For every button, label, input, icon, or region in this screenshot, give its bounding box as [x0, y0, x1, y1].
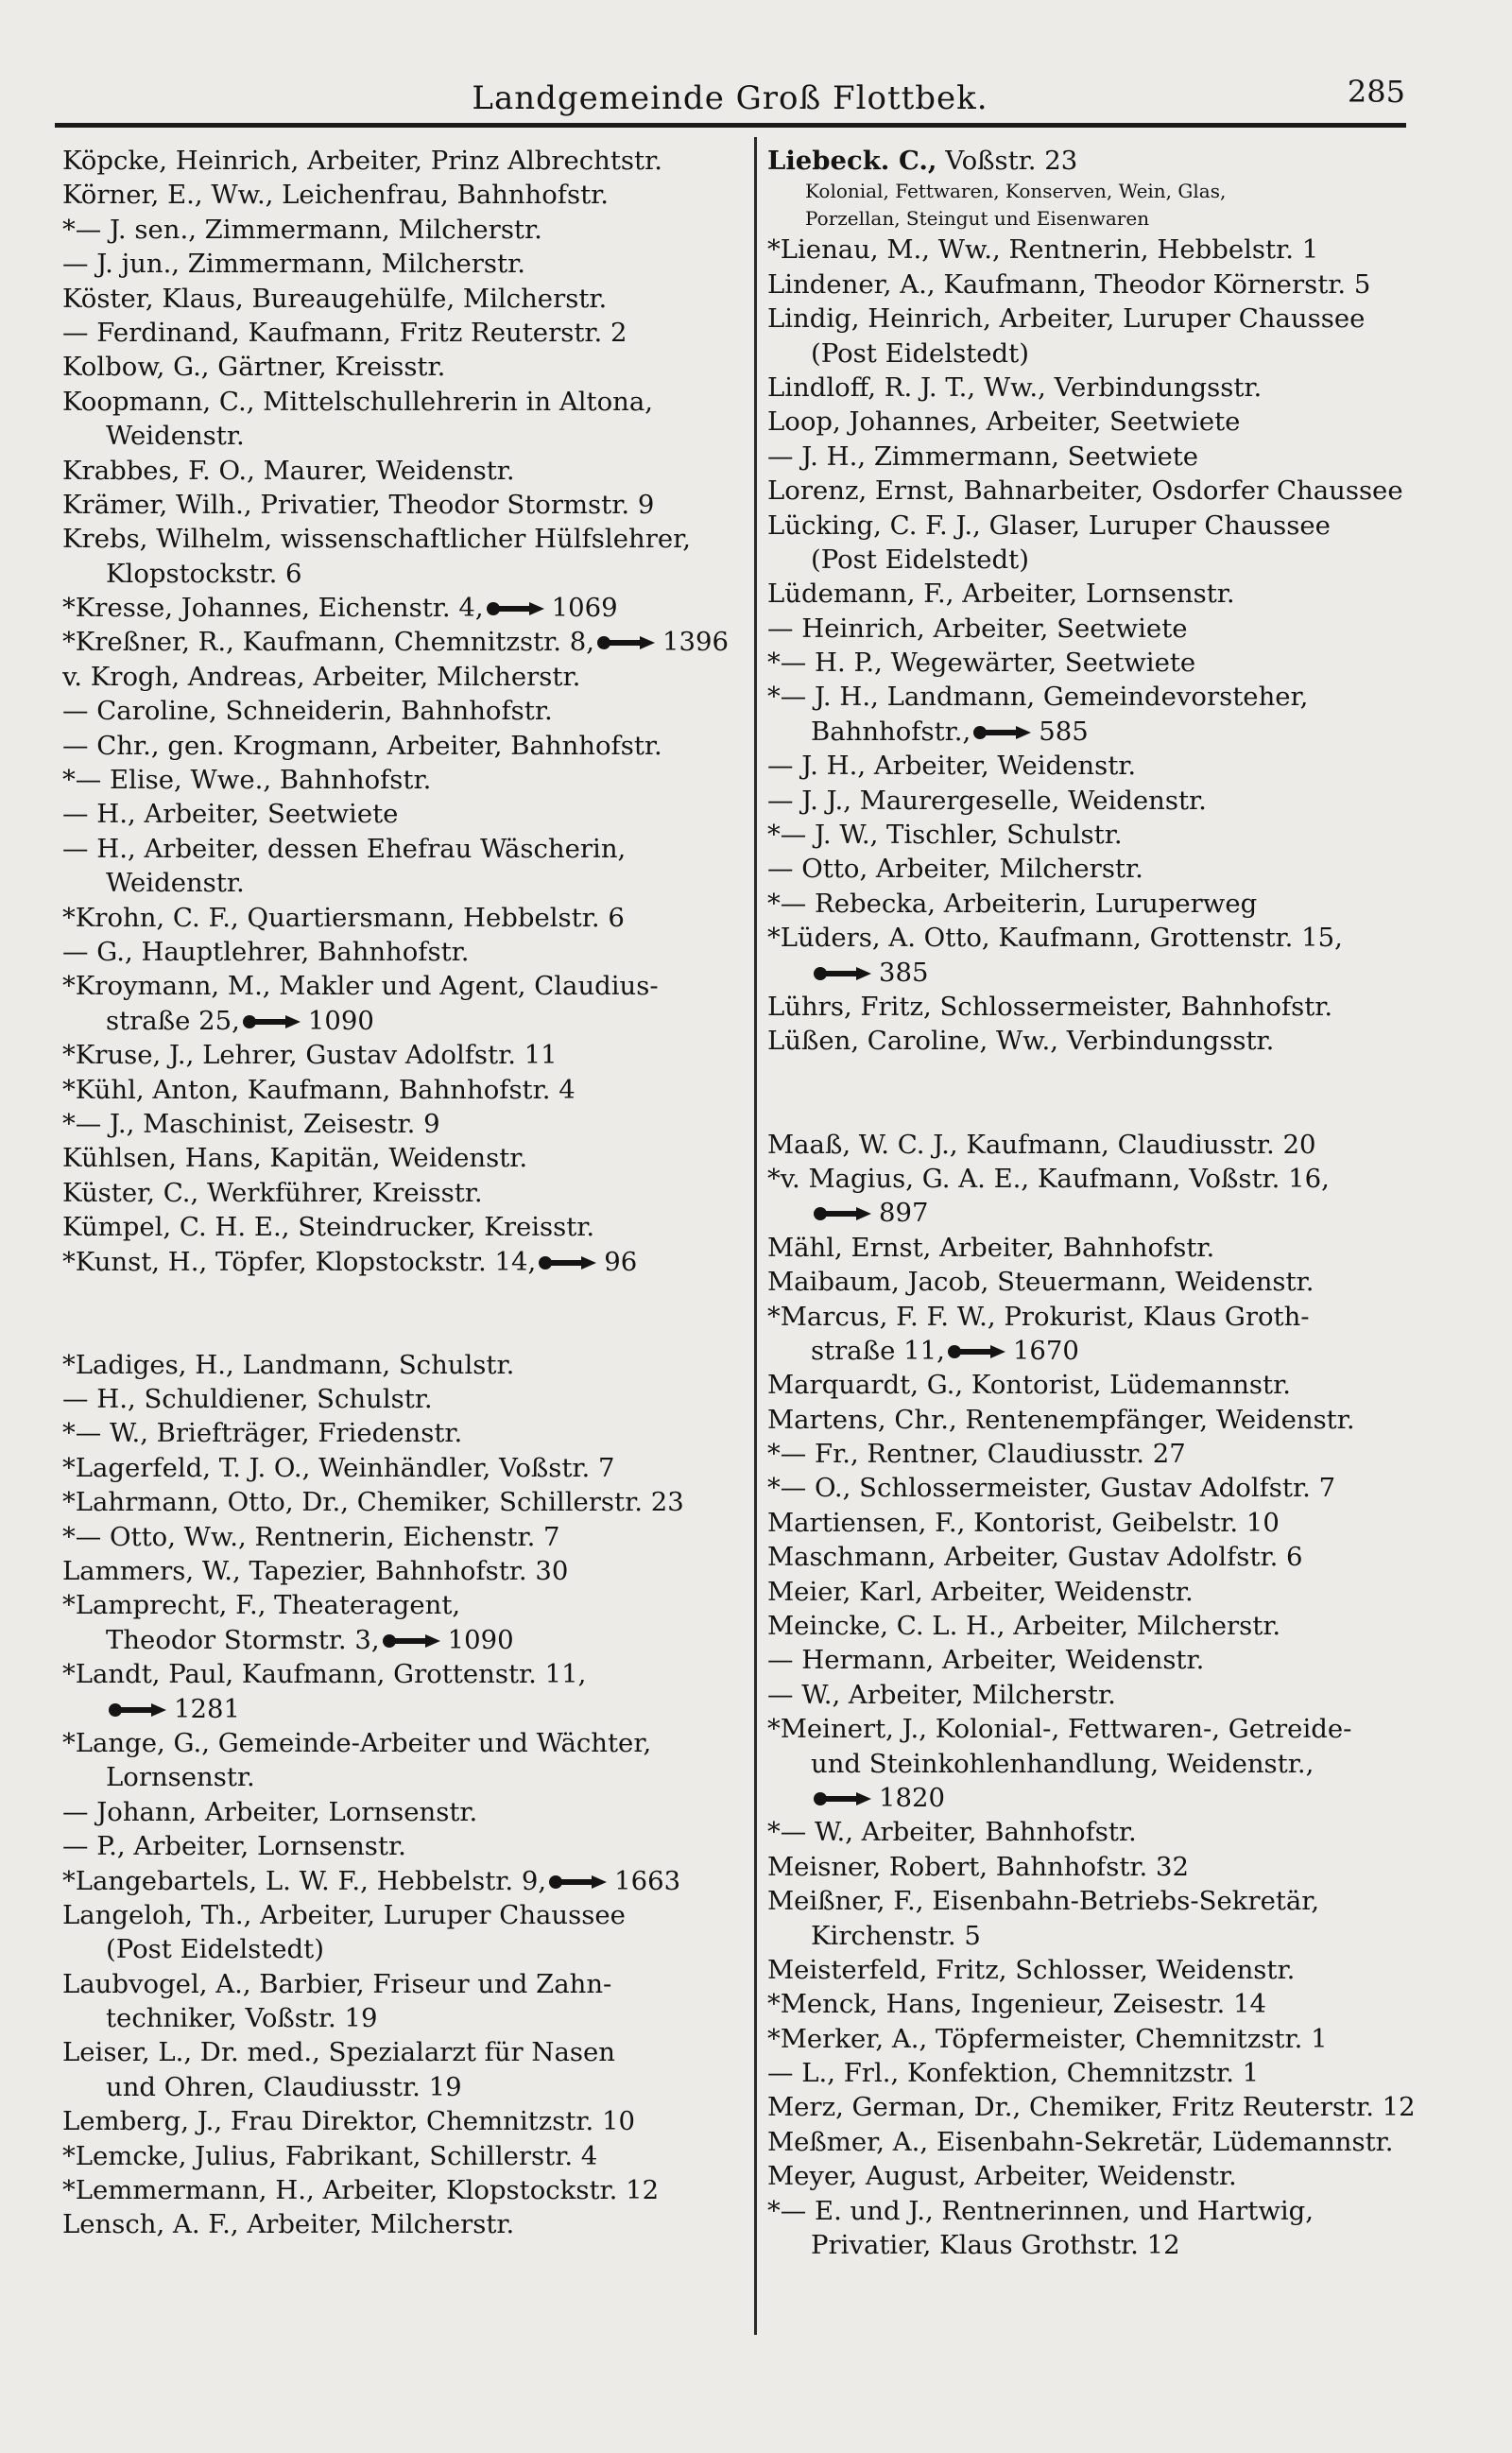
- entry-text: *Kresse, Johannes, Eichenstr. 4,: [62, 593, 484, 624]
- directory-entry: [62, 729, 743, 763]
- entry-text: Lensch, A. F., Arbeiter, Milcherstr.: [62, 2209, 515, 2240]
- entry-text: v. Krogh, Andreas, Arbeiter, Milcherstr.: [62, 661, 581, 692]
- entry-text: *Marcus, F. F. W., Prokurist, Klaus Groth-: [767, 1301, 1310, 1332]
- directory-entry: [62, 454, 743, 488]
- directory-entry: [767, 1643, 1419, 1677]
- directory-entry: [62, 1382, 743, 1416]
- entry-text: *Krohn, C. F., Quartiersmann, Hebbelstr. 6: [62, 902, 625, 933]
- entry-text: Kolonial, Fettwaren, Konserven, Wein, Glas,: [805, 180, 1227, 203]
- entry-text: Marquardt, G., Kontorist, Lüdemannstr.: [767, 1370, 1291, 1401]
- entry-text: *Lamprecht, F., Theateragent,: [62, 1590, 461, 1621]
- directory-entry: [62, 522, 743, 556]
- section-gap: [62, 1279, 743, 1313]
- directory-entry: [62, 1416, 743, 1450]
- entry-text: Langeloh, Th., Arbeiter, Luruper Chaussee: [62, 1899, 626, 1930]
- entry-text: Martiensen, F., Kontorist, Geibelstr. 10: [767, 1507, 1280, 1538]
- directory-entry: [767, 2090, 1419, 2124]
- entry-text: Kümpel, C. H. E., Steindrucker, Kreisstr.: [62, 1212, 595, 1243]
- entry-text: — Johann, Arbeiter, Lornsenstr.: [62, 1796, 478, 1827]
- directory-entry: [62, 1623, 743, 1657]
- directory-entry: [767, 1437, 1419, 1471]
- entry-text: Meisner, Robert, Bahnhofstr. 32: [767, 1851, 1189, 1882]
- entry-text: *Kreßner, R., Kaufmann, Chemnitzstr. 8,: [62, 627, 594, 658]
- telephone-icon: [382, 1632, 444, 1650]
- directory-entry: [767, 1162, 1419, 1196]
- entry-text: Weidenstr.: [106, 421, 245, 452]
- entry-text: *— J., Maschinist, Zeisestr. 9: [62, 1108, 440, 1139]
- directory-entry: [62, 1692, 743, 1726]
- telephone-number: 1069: [551, 593, 618, 624]
- directory-entry: [62, 1554, 743, 1588]
- directory-entry: [62, 1451, 743, 1485]
- directory-entry: [62, 797, 743, 831]
- entry-text: — H., Arbeiter, dessen Ehefrau Wäscherin,: [62, 833, 627, 864]
- entry-text: Kühlsen, Hans, Kapitän, Weidenstr.: [62, 1143, 528, 1174]
- directory-entry: [767, 749, 1419, 783]
- directory-entry: [767, 1781, 1419, 1815]
- directory-entry: [62, 144, 743, 178]
- entry-text: straße 11,: [811, 1335, 945, 1366]
- directory-entry: [767, 646, 1419, 680]
- entry-text: *Lemcke, Julius, Fabrikant, Schillerstr. 4: [62, 2140, 598, 2171]
- directory-entry: [62, 2139, 743, 2173]
- entry-text: *Kroymann, M., Makler und Agent, Claudius-: [62, 971, 659, 1002]
- directory-entry: [62, 2070, 743, 2104]
- entry-text: — Hermann, Arbeiter, Weidenstr.: [767, 1645, 1205, 1676]
- directory-entry: [62, 2104, 743, 2138]
- telephone-icon: [813, 1205, 875, 1222]
- entry-text: Merz, German, Dr., Chemiker, Fritz Reuterstr. 12: [767, 2092, 1416, 2123]
- directory-entry: [62, 1795, 743, 1829]
- directory-entry: [767, 405, 1419, 439]
- entry-text: — P., Arbeiter, Lornsenstr.: [62, 1831, 406, 1862]
- directory-entry: [62, 1107, 743, 1141]
- entry-text: *Menck, Hans, Ingenieur, Zeisestr. 14: [767, 1989, 1267, 2020]
- directory-entry: [62, 935, 743, 969]
- entry-text: Porzellan, Steingut und Eisenwaren: [805, 207, 1150, 231]
- entry-text: Laubvogel, A., Barbier, Friseur und Zahn-: [62, 1968, 612, 1999]
- directory-entry: [62, 1038, 743, 1072]
- directory-entry: [62, 2207, 743, 2241]
- directory-entry: [62, 247, 743, 281]
- directory-entry: [62, 1657, 743, 1691]
- directory-entry: [767, 818, 1419, 852]
- directory-entry: [62, 557, 743, 591]
- entry-text: *— W., Arbeiter, Bahnhofstr.: [767, 1817, 1137, 1848]
- entry-text: Mähl, Ernst, Arbeiter, Bahnhofstr.: [767, 1232, 1215, 1263]
- telephone-icon: [486, 600, 548, 617]
- entry-text: — Chr., gen. Krogmann, Arbeiter, Bahnhofstr.: [62, 730, 662, 761]
- directory-entry: [62, 350, 743, 384]
- entry-text: Lindener, A., Kaufmann, Theodor Körnerstr. 5: [767, 268, 1371, 300]
- entry-text: Meisterfeld, Fritz, Schlosser, Weidenstr.: [767, 1954, 1296, 1985]
- entry-text: *Lange, G., Gemeinde-Arbeiter und Wächter,: [62, 1727, 652, 1758]
- entry-text: Kirchenstr. 5: [811, 1920, 981, 1951]
- telephone-number: 385: [879, 957, 929, 988]
- directory-entry: [767, 543, 1419, 577]
- entry-text: Liebeck. C., Voßstr. 23: [767, 146, 1078, 176]
- directory-entry: [767, 268, 1419, 302]
- directory-entry: [767, 1540, 1419, 1574]
- entry-description: [767, 205, 1419, 233]
- entry-text: *Landt, Paul, Kaufmann, Grottenstr. 11,: [62, 1659, 587, 1690]
- directory-entry: [767, 1815, 1419, 1849]
- entry-text: Lührs, Fritz, Schlossermeister, Bahnhofstr.: [767, 991, 1333, 1022]
- directory-entry: [62, 1898, 743, 1932]
- entry-text: Köster, Klaus, Bureaugehülfe, Milcherstr.: [62, 283, 608, 314]
- entry-text: techniker, Voßstr. 19: [106, 2003, 378, 2034]
- directory-entry: [62, 2173, 743, 2207]
- telephone-icon: [813, 1790, 875, 1807]
- entry-description: [767, 178, 1419, 205]
- directory-entry: [767, 1196, 1419, 1230]
- telephone-number: 96: [604, 1246, 638, 1277]
- entry-text: Leiser, L., Dr. med., Spezialarzt für Nasen: [62, 2037, 615, 2068]
- page-number: 285: [1347, 74, 1405, 110]
- entry-text: Koopmann, C., Mittelschullehrerin in Altona,: [62, 386, 653, 417]
- entry-text: *Ladiges, H., Landmann, Schulstr.: [62, 1349, 515, 1380]
- entry-text: *— J. H., Landmann, Gemeindevorsteher,: [767, 682, 1309, 713]
- entry-text: (Post Eidelstedt): [811, 337, 1029, 369]
- entry-text: *— O., Schlossermeister, Gustav Adolfstr. 7: [767, 1473, 1336, 1504]
- directory-entry: [62, 694, 743, 728]
- directory-entry: [62, 1520, 743, 1554]
- running-title: Landgemeinde Groß Flottbek.: [472, 79, 988, 117]
- directory-entry: [62, 866, 743, 900]
- entry-text: *Meinert, J., Kolonial-, Fettwaren-, Getreide-: [767, 1714, 1352, 1745]
- directory-entry: [767, 440, 1419, 474]
- section-gap: [767, 1093, 1419, 1127]
- entry-text: — L., Frl., Konfektion, Chemnitzstr. 1: [767, 2058, 1260, 2089]
- directory-entry: [62, 1176, 743, 1210]
- directory-entry: [767, 1368, 1419, 1402]
- entry-text: Lüdemann, F., Arbeiter, Lornsenstr.: [767, 579, 1235, 610]
- directory-entry: [767, 887, 1419, 921]
- directory-entry: [767, 2159, 1419, 2193]
- entry-text: Loop, Johannes, Arbeiter, Seetwiete: [767, 406, 1241, 438]
- entry-text: *Lemmermann, H., Arbeiter, Klopstockstr. 12: [62, 2175, 660, 2206]
- directory-entry: [62, 1760, 743, 1794]
- directory-entry: [767, 2056, 1419, 2090]
- directory-entry: [767, 577, 1419, 611]
- entry-text: Lorenz, Ernst, Bahnarbeiter, Osdorfer Chaussee: [767, 475, 1403, 507]
- section-gap: [767, 1059, 1419, 1093]
- entry-text: *— E. und J., Rentnerinnen, und Hartwig,: [767, 2195, 1314, 2226]
- telephone-icon: [108, 1702, 170, 1719]
- entry-text: *Kühl, Anton, Kaufmann, Bahnhofstr. 4: [62, 1074, 576, 1105]
- directory-entry: [62, 1932, 743, 1966]
- directory-entry: [767, 2228, 1419, 2262]
- directory-entry: [767, 680, 1419, 714]
- directory-entry: [62, 969, 743, 1003]
- entry-text: Martens, Chr., Rentenempfänger, Weidenstr.: [767, 1404, 1355, 1435]
- entry-text: — W., Arbeiter, Milcherstr.: [767, 1679, 1116, 1710]
- entry-text: Bahnhofstr.,: [811, 716, 971, 747]
- entry-text: (Post Eidelstedt): [811, 544, 1029, 575]
- entry-text: Köpcke, Heinrich, Arbeiter, Prinz Albrechtstr.: [62, 146, 662, 176]
- entry-text: *— Fr., Rentner, Claudiusstr. 27: [767, 1439, 1186, 1470]
- directory-entry: [767, 956, 1419, 990]
- entry-text: Kolbow, G., Gärtner, Kreisstr.: [62, 352, 446, 383]
- directory-entry: [767, 1850, 1419, 1884]
- directory-entry: [767, 474, 1419, 508]
- directory-entry: [767, 233, 1419, 267]
- entry-text: *Merker, A., Töpfermeister, Chemnitzstr. 1: [767, 2023, 1328, 2054]
- directory-entry: [62, 1004, 743, 1038]
- telephone-icon: [596, 634, 659, 651]
- entry-text: Meincke, C. L. H., Arbeiter, Milcherstr.: [767, 1611, 1281, 1642]
- directory-entry: [767, 1609, 1419, 1643]
- entry-text: und Ohren, Claudiusstr. 19: [106, 2071, 462, 2102]
- telephone-icon: [242, 1013, 304, 1030]
- directory-entry: [767, 1884, 1419, 1918]
- entry-text: Krämer, Wilh., Privatier, Theodor Stormstr. 9: [62, 489, 655, 520]
- directory-entry: [767, 371, 1419, 405]
- telephone-number: 1670: [1012, 1335, 1079, 1366]
- directory-entry: [767, 1919, 1419, 1953]
- entry-text: Theodor Stormstr. 3,: [106, 1624, 380, 1655]
- entry-text: Meier, Karl, Arbeiter, Weidenstr.: [767, 1576, 1194, 1607]
- entry-text: Meyer, August, Arbeiter, Weidenstr.: [767, 2161, 1237, 2192]
- directory-entry: [62, 488, 743, 522]
- entry-text: Krebs, Wilhelm, wissenschaftlicher Hülfslehrer,: [62, 524, 691, 555]
- entry-text: — J. J., Maurergeselle, Weidenstr.: [767, 785, 1207, 816]
- entry-text: *— W., Briefträger, Friedenstr.: [62, 1418, 463, 1449]
- directory-entry: [767, 1300, 1419, 1334]
- entry-text: *— J. sen., Zimmermann, Milcherstr.: [62, 214, 542, 245]
- directory-entry: [767, 337, 1419, 371]
- entry-text: Krabbes, F. O., Maurer, Weidenstr.: [62, 455, 515, 486]
- directory-entry: [767, 1712, 1419, 1746]
- entry-text: Lammers, W., Tapezier, Bahnhofstr. 30: [62, 1556, 569, 1587]
- left-column: [62, 144, 743, 2242]
- directory-entry: [767, 1471, 1419, 1505]
- directory-entry: [767, 1575, 1419, 1609]
- telephone-number: 1663: [614, 1865, 681, 1896]
- directory-entry: [62, 763, 743, 797]
- telephone-number: 1396: [662, 627, 729, 658]
- directory-entry: [767, 1024, 1419, 1058]
- directory-entry: [767, 144, 1419, 178]
- entry-text: *Langebartels, L. W. F., Hebbelstr. 9,: [62, 1865, 547, 1896]
- directory-entry: [767, 852, 1419, 886]
- directory-entry: [767, 1506, 1419, 1540]
- directory-entry: [767, 784, 1419, 818]
- entry-text: *Lagerfeld, T. J. O., Weinhändler, Voßstr. 7: [62, 1452, 615, 1483]
- entry-text: *Lienau, M., Ww., Rentnerin, Hebbelstr. 1: [767, 234, 1319, 266]
- directory-entry: [62, 1073, 743, 1107]
- entry-text: — Caroline, Schneiderin, Bahnhofstr.: [62, 696, 553, 727]
- directory-entry: [62, 282, 743, 316]
- directory-entry: [62, 591, 743, 625]
- entry-text: Lemberg, J., Frau Direktor, Chemnitzstr. 10: [62, 2106, 635, 2137]
- directory-entry: [767, 509, 1419, 543]
- directory-entry: [767, 612, 1419, 646]
- column-divider: [754, 137, 757, 2335]
- directory-entry: [767, 715, 1419, 749]
- directory-entry: [767, 2125, 1419, 2159]
- entry-text: Maibaum, Jacob, Steuermann, Weidenstr.: [767, 1267, 1314, 1298]
- entry-text: Weidenstr.: [106, 868, 245, 899]
- entry-text: Maaß, W. C. J., Kaufmann, Claudiusstr. 20: [767, 1129, 1316, 1160]
- entry-text: Lindig, Heinrich, Arbeiter, Luruper Chaussee: [767, 303, 1366, 335]
- entry-text: *Lahrmann, Otto, Dr., Chemiker, Schillerstr. 23: [62, 1487, 684, 1518]
- telephone-number: 1820: [879, 1782, 945, 1813]
- directory-entry: [62, 1588, 743, 1622]
- entry-text: *Kruse, J., Lehrer, Gustav Adolfstr. 11: [62, 1040, 558, 1071]
- directory-entry: [62, 419, 743, 453]
- section-gap: [62, 1313, 743, 1347]
- directory-entry: [767, 921, 1419, 955]
- entry-text: — Heinrich, Arbeiter, Seetwiete: [767, 613, 1188, 644]
- directory-entry: [62, 178, 743, 212]
- directory-entry: [767, 1231, 1419, 1265]
- directory-entry: [767, 1678, 1419, 1712]
- directory-entry: [62, 1141, 743, 1175]
- directory-entry: [62, 1210, 743, 1244]
- telephone-number: 1281: [174, 1693, 240, 1724]
- directory-entry: [62, 1348, 743, 1382]
- telephone-number: 897: [879, 1198, 929, 1229]
- directory-entry: [767, 2194, 1419, 2228]
- entry-text: *— Rebecka, Arbeiterin, Luruperweg: [767, 888, 1258, 919]
- entry-text: Küster, C., Werkführer, Kreisstr.: [62, 1177, 483, 1208]
- entry-text: — H., Schuldiener, Schulstr.: [62, 1384, 433, 1415]
- directory-entry: [767, 990, 1419, 1024]
- telephone-icon: [538, 1254, 600, 1271]
- entry-text: — Otto, Arbeiter, Milcherstr.: [767, 854, 1143, 885]
- directory-entry: [62, 901, 743, 935]
- directory-entry: [62, 1967, 743, 2001]
- entry-text: *v. Magius, G. A. E., Kaufmann, Voßstr. 16,: [767, 1163, 1330, 1194]
- directory-entry: [62, 1245, 743, 1279]
- entry-text: — J. jun., Zimmermann, Milcherstr.: [62, 249, 525, 280]
- directory-entry: [767, 1128, 1419, 1162]
- entry-text: *— J. W., Tischler, Schulstr.: [767, 820, 1123, 851]
- telephone-icon: [548, 1874, 610, 1891]
- telephone-number: 1090: [307, 1005, 374, 1036]
- entry-text: Maschmann, Arbeiter, Gustav Adolfstr. 6: [767, 1542, 1303, 1573]
- directory-entry: [767, 1265, 1419, 1299]
- telephone-icon: [947, 1343, 1009, 1360]
- directory-entry: [62, 1726, 743, 1760]
- entry-text: Privatier, Klaus Grothstr. 12: [811, 2230, 1180, 2261]
- entry-text: — H., Arbeiter, Seetwiete: [62, 799, 399, 830]
- entry-text: *Lüders, A. Otto, Kaufmann, Grottenstr. 15,: [767, 923, 1343, 954]
- directory-entry: [62, 213, 743, 247]
- directory-entry: [62, 1485, 743, 1519]
- entry-text: *Kunst, H., Töpfer, Klopstockstr. 14,: [62, 1246, 537, 1277]
- directory-entry: [767, 1747, 1419, 1781]
- entry-text: *— Elise, Wwe., Bahnhofstr.: [62, 765, 432, 796]
- telephone-number: 1090: [447, 1624, 514, 1655]
- directory-entry: [767, 2022, 1419, 2056]
- entry-text: Körner, E., Ww., Leichenfrau, Bahnhofstr.: [62, 180, 610, 211]
- entry-text: Meißner, F., Eisenbahn-Betriebs-Sekretär,: [767, 1886, 1320, 1917]
- entry-text: Lindloff, R. J. T., Ww., Verbindungsstr.: [767, 371, 1263, 403]
- directory-entry: [767, 1334, 1419, 1368]
- entry-text: straße 25,: [106, 1005, 240, 1036]
- entry-text: Klopstockstr. 6: [106, 558, 302, 589]
- directory-entry: [767, 1403, 1419, 1437]
- entry-text: *— H. P., Wegewärter, Seetwiete: [767, 648, 1196, 679]
- entry-text: Lüßen, Caroline, Ww., Verbindungsstr.: [767, 1026, 1275, 1057]
- entry-text: *— Otto, Ww., Rentnerin, Eichenstr. 7: [62, 1521, 560, 1552]
- directory-entry: [767, 1953, 1419, 1987]
- entry-text: — Ferdinand, Kaufmann, Fritz Reuterstr. 2: [62, 317, 627, 348]
- telephone-number: 585: [1039, 716, 1089, 747]
- entry-text: (Post Eidelstedt): [106, 1934, 324, 1965]
- telephone-icon: [972, 724, 1035, 741]
- entry-text: Lornsenstr.: [106, 1762, 255, 1793]
- directory-entry: [62, 660, 743, 694]
- entry-text: Meßmer, A., Eisenbahn-Sekretär, Lüdemannstr.: [767, 2126, 1394, 2157]
- entry-text: — G., Hauptlehrer, Bahnhofstr.: [62, 936, 470, 967]
- right-column: [767, 144, 1419, 2262]
- directory-entry: [767, 1987, 1419, 2021]
- entry-text: und Steinkohlenhandlung, Weidenstr.,: [811, 1748, 1314, 1779]
- directory-entry: [62, 2035, 743, 2069]
- entry-text: Lücking, C. F. J., Glaser, Luruper Chaussee: [767, 510, 1331, 541]
- entry-name-bold: Liebeck. C.,: [767, 146, 937, 176]
- telephone-icon: [813, 965, 875, 982]
- directory-entry: [62, 2001, 743, 2035]
- entry-text: — J. H., Arbeiter, Weidenstr.: [767, 751, 1137, 782]
- directory-entry: [62, 1864, 743, 1898]
- directory-entry: [62, 832, 743, 866]
- directory-entry: [62, 316, 743, 350]
- directory-entry: [62, 1829, 743, 1863]
- directory-entry: [62, 625, 743, 659]
- directory-entry: [62, 385, 743, 419]
- directory-entry: [767, 302, 1419, 336]
- header-rule: [55, 123, 1406, 128]
- entry-text: — J. H., Zimmermann, Seetwiete: [767, 441, 1199, 472]
